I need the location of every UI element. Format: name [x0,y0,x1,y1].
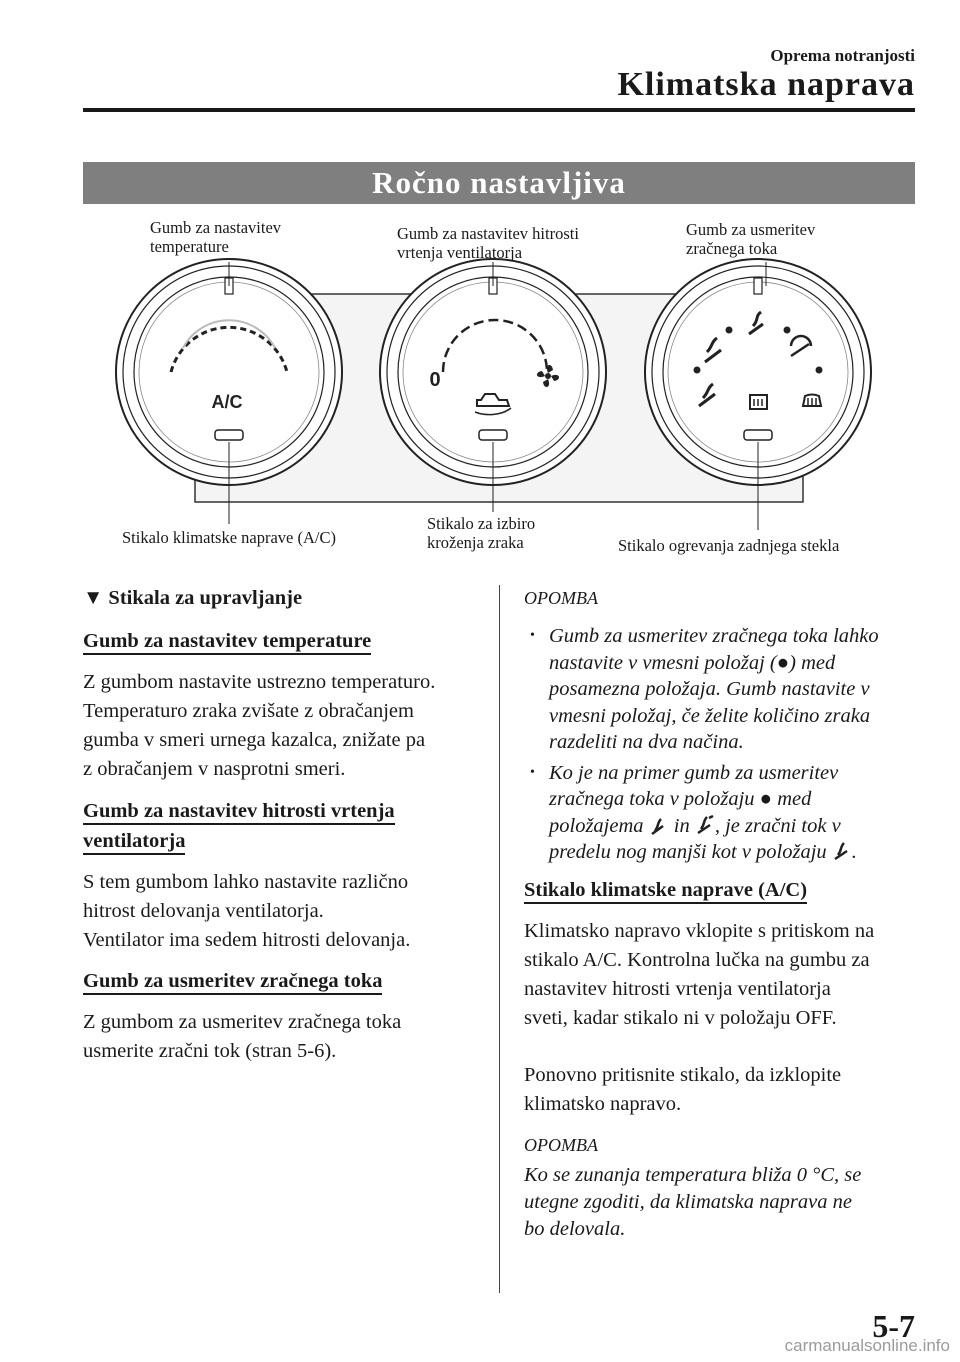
bi-level-vent-icon [695,815,715,835]
section-title: ▼ Stikala za upravljanje [83,587,303,609]
climate-panel-figure [83,212,915,562]
note-bullet-1: • Gumb za usmeritev zračnega toka lahko nastavite v vmesni položaj (●) med posamezna položaja. Gumb nastavite v vmesni položaj, če želite količino zraka razdeliti na dva načina. [524,623,919,756]
label-mode-knob: Gumb za usmeritev zračnega toka [686,220,816,258]
paragraph-temperature: Z gumbom nastavite ustrezno temperaturo. Temperaturo zraka zvišate z obračanjem gumba v smeri urnega kazalca, znižate pa z obračanjem v nasprotni smeri. [83,671,436,780]
watermark: carmanualsonline.info [784,1336,950,1355]
floor-vent-icon [832,841,852,861]
fan-zero-text: 0 [429,369,441,391]
page-header-section: Oprema notranjosti [770,46,915,65]
label-fan-knob: Gumb za nastavitev hitrosti vrtenja ventilatorja [397,224,579,262]
paragraph-ac-switch-off: Ponovno pritisnite stikalo, da izklopite klimatsko napravo. [524,1063,842,1115]
bullet-dot-icon: ● [776,651,790,674]
label-rear-defrost-switch: Stikalo ogrevanja zadnjega stekla [618,536,840,555]
heading-fan-speed: Gumb za nastavitev hitrosti vrtenja ventilatorja [83,796,488,856]
note-bullet-2: • Ko je na primer gumb za usmeritev zračnega toka v položaju ● med položajema in , je zračni tok v predelu nog manjši kot v položaju . [524,760,919,866]
section-banner: Ročno nastavljiva [83,162,915,204]
label-temperature-knob: Gumb za nastavitev temperature [150,218,282,256]
climate-panel-illustration [83,212,915,562]
heading-temperature: Gumb za nastavitev temperature [83,627,488,656]
label-recirculation-switch: Stikalo za izbiro kroženja zraka [427,514,536,552]
heading-ac-switch: Stikalo klimatske naprave (A/C) [524,876,919,905]
paragraph-airflow-mode: Z gumbom za usmeritev zračnega toka usmerite zračni tok (stran 5-6). [83,1011,402,1062]
column-divider [499,585,500,1293]
page-header-title: Klimatska naprava [617,66,915,103]
triangle-marker-icon: ▼ [83,587,104,609]
page-number: 5-7 [872,1308,915,1344]
ac-knob-text: A/C [211,392,243,412]
heading-airflow-mode: Gumb za usmeritev zračnega toka [83,967,488,996]
note2-title: OPOMBA [524,1134,598,1155]
left-column [83,584,488,1066]
right-column [524,584,919,1243]
note-title: OPOMBA [524,588,598,608]
floor-vent-icon [649,815,669,835]
note2-text: Ko se zunanja temperatura bliža 0 °C, se utegne zgoditi, da klimatska naprava ne bo delovala. [524,1163,862,1240]
bullet-dot-icon: ● [759,788,773,810]
paragraph-ac-switch: Klimatsko napravo vklopite s pritiskom na stikalo A/C. Kontrolna lučka na gumbu za nastavitev hitrosti vrtenja ventilatorja sveti, kadar stikalo ni v položaju OFF. [524,919,875,1029]
header-rule [83,108,915,112]
paragraph-fan-speed: S tem gumbom lahko nastavite različno hitrost delovanja ventilatorja. Ventilator ima sedem hitrosti delovanja. [83,871,411,951]
label-ac-switch: Stikalo klimatske naprave (A/C) [122,528,336,547]
